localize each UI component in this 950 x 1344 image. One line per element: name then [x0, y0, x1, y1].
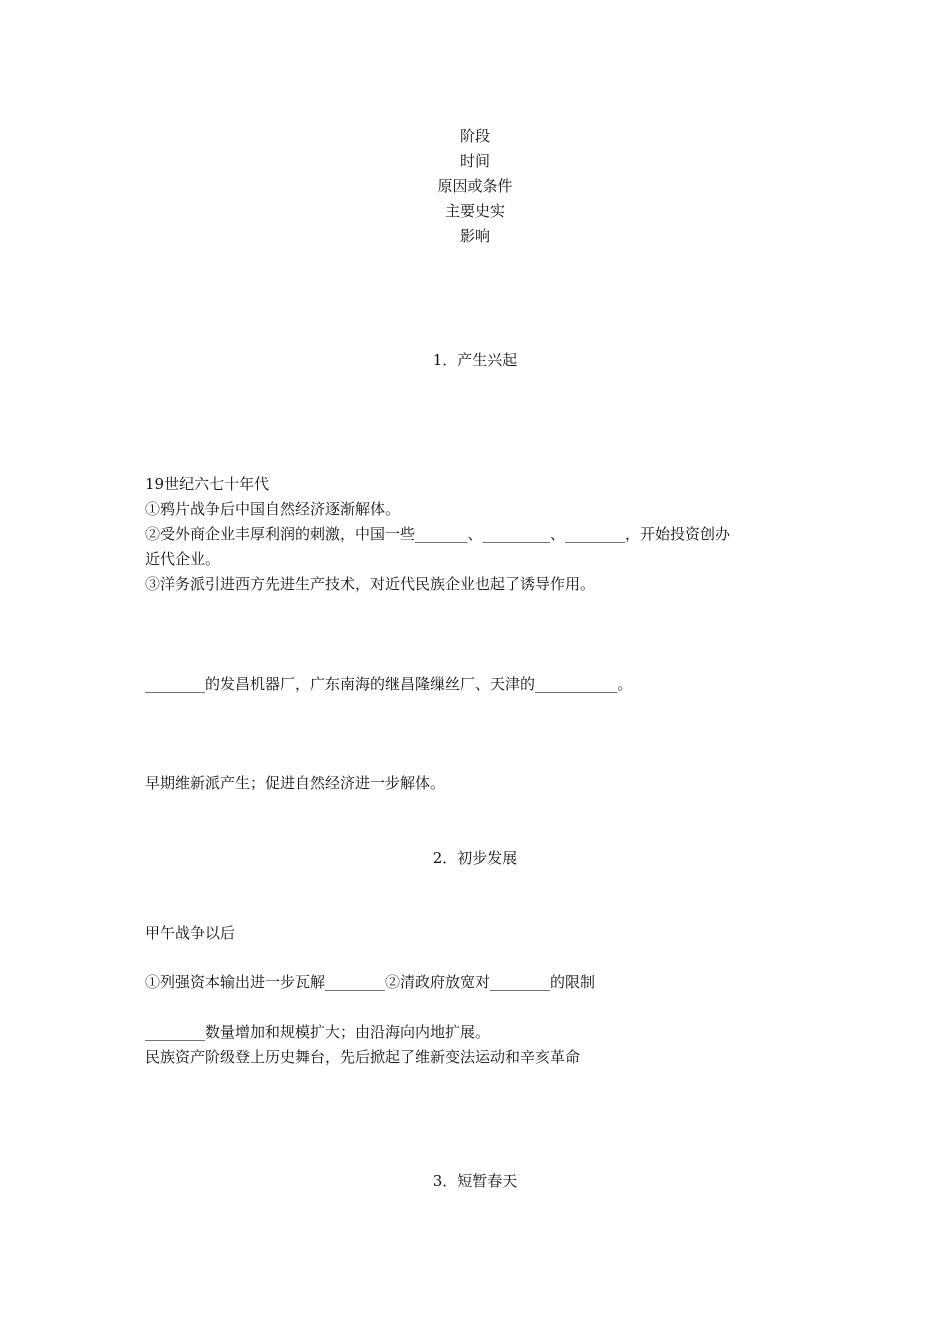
section-2-heading: 2．初步发展: [432, 849, 518, 867]
section-2-impact: 民族资产阶级登上历史舞台，先后掀起了维新变法运动和辛亥革命: [145, 1048, 581, 1066]
header-impact: 影响: [459, 227, 490, 245]
section-2-conditions: ①列强资本输出进一步瓦解________②清政府放宽对________的限制: [145, 973, 596, 991]
header-time: 时间: [459, 152, 490, 170]
section-1-facts: ________的发昌机器厂，广东南海的继昌隆缫丝厂、天津的___________。: [145, 675, 633, 693]
section-2-facts: ________数量增加和规模扩大；由沿海向内地扩展。: [145, 1023, 491, 1041]
section-1-impact: 早期维新派产生；促进自然经济进一步解体。: [145, 774, 446, 792]
section-1-condition-3: ③洋务派引进西方先进生产技术，对近代民族企业也起了诱导作用。: [145, 575, 596, 593]
section-2-time: 甲午战争以后: [145, 924, 236, 942]
header-main-facts: 主要史实: [444, 202, 505, 220]
section-1-condition-2-cont: 近代企业。: [145, 550, 221, 568]
header-stage: 阶段: [459, 127, 490, 145]
section-1-condition-1: ①鸦片战争后中国自然经济逐渐解体。: [145, 500, 401, 518]
section-1-time: 19世纪六七十年代: [145, 475, 270, 493]
header-causes: 原因或条件: [437, 177, 513, 195]
section-1-heading: 1．产生兴起: [432, 351, 518, 369]
section-1-condition-2: ②受外商企业丰厚利润的刺激，中国一些_______、_________、________，开始投资创办: [145, 525, 731, 543]
section-3-heading: 3．短暂春天: [432, 1172, 518, 1190]
